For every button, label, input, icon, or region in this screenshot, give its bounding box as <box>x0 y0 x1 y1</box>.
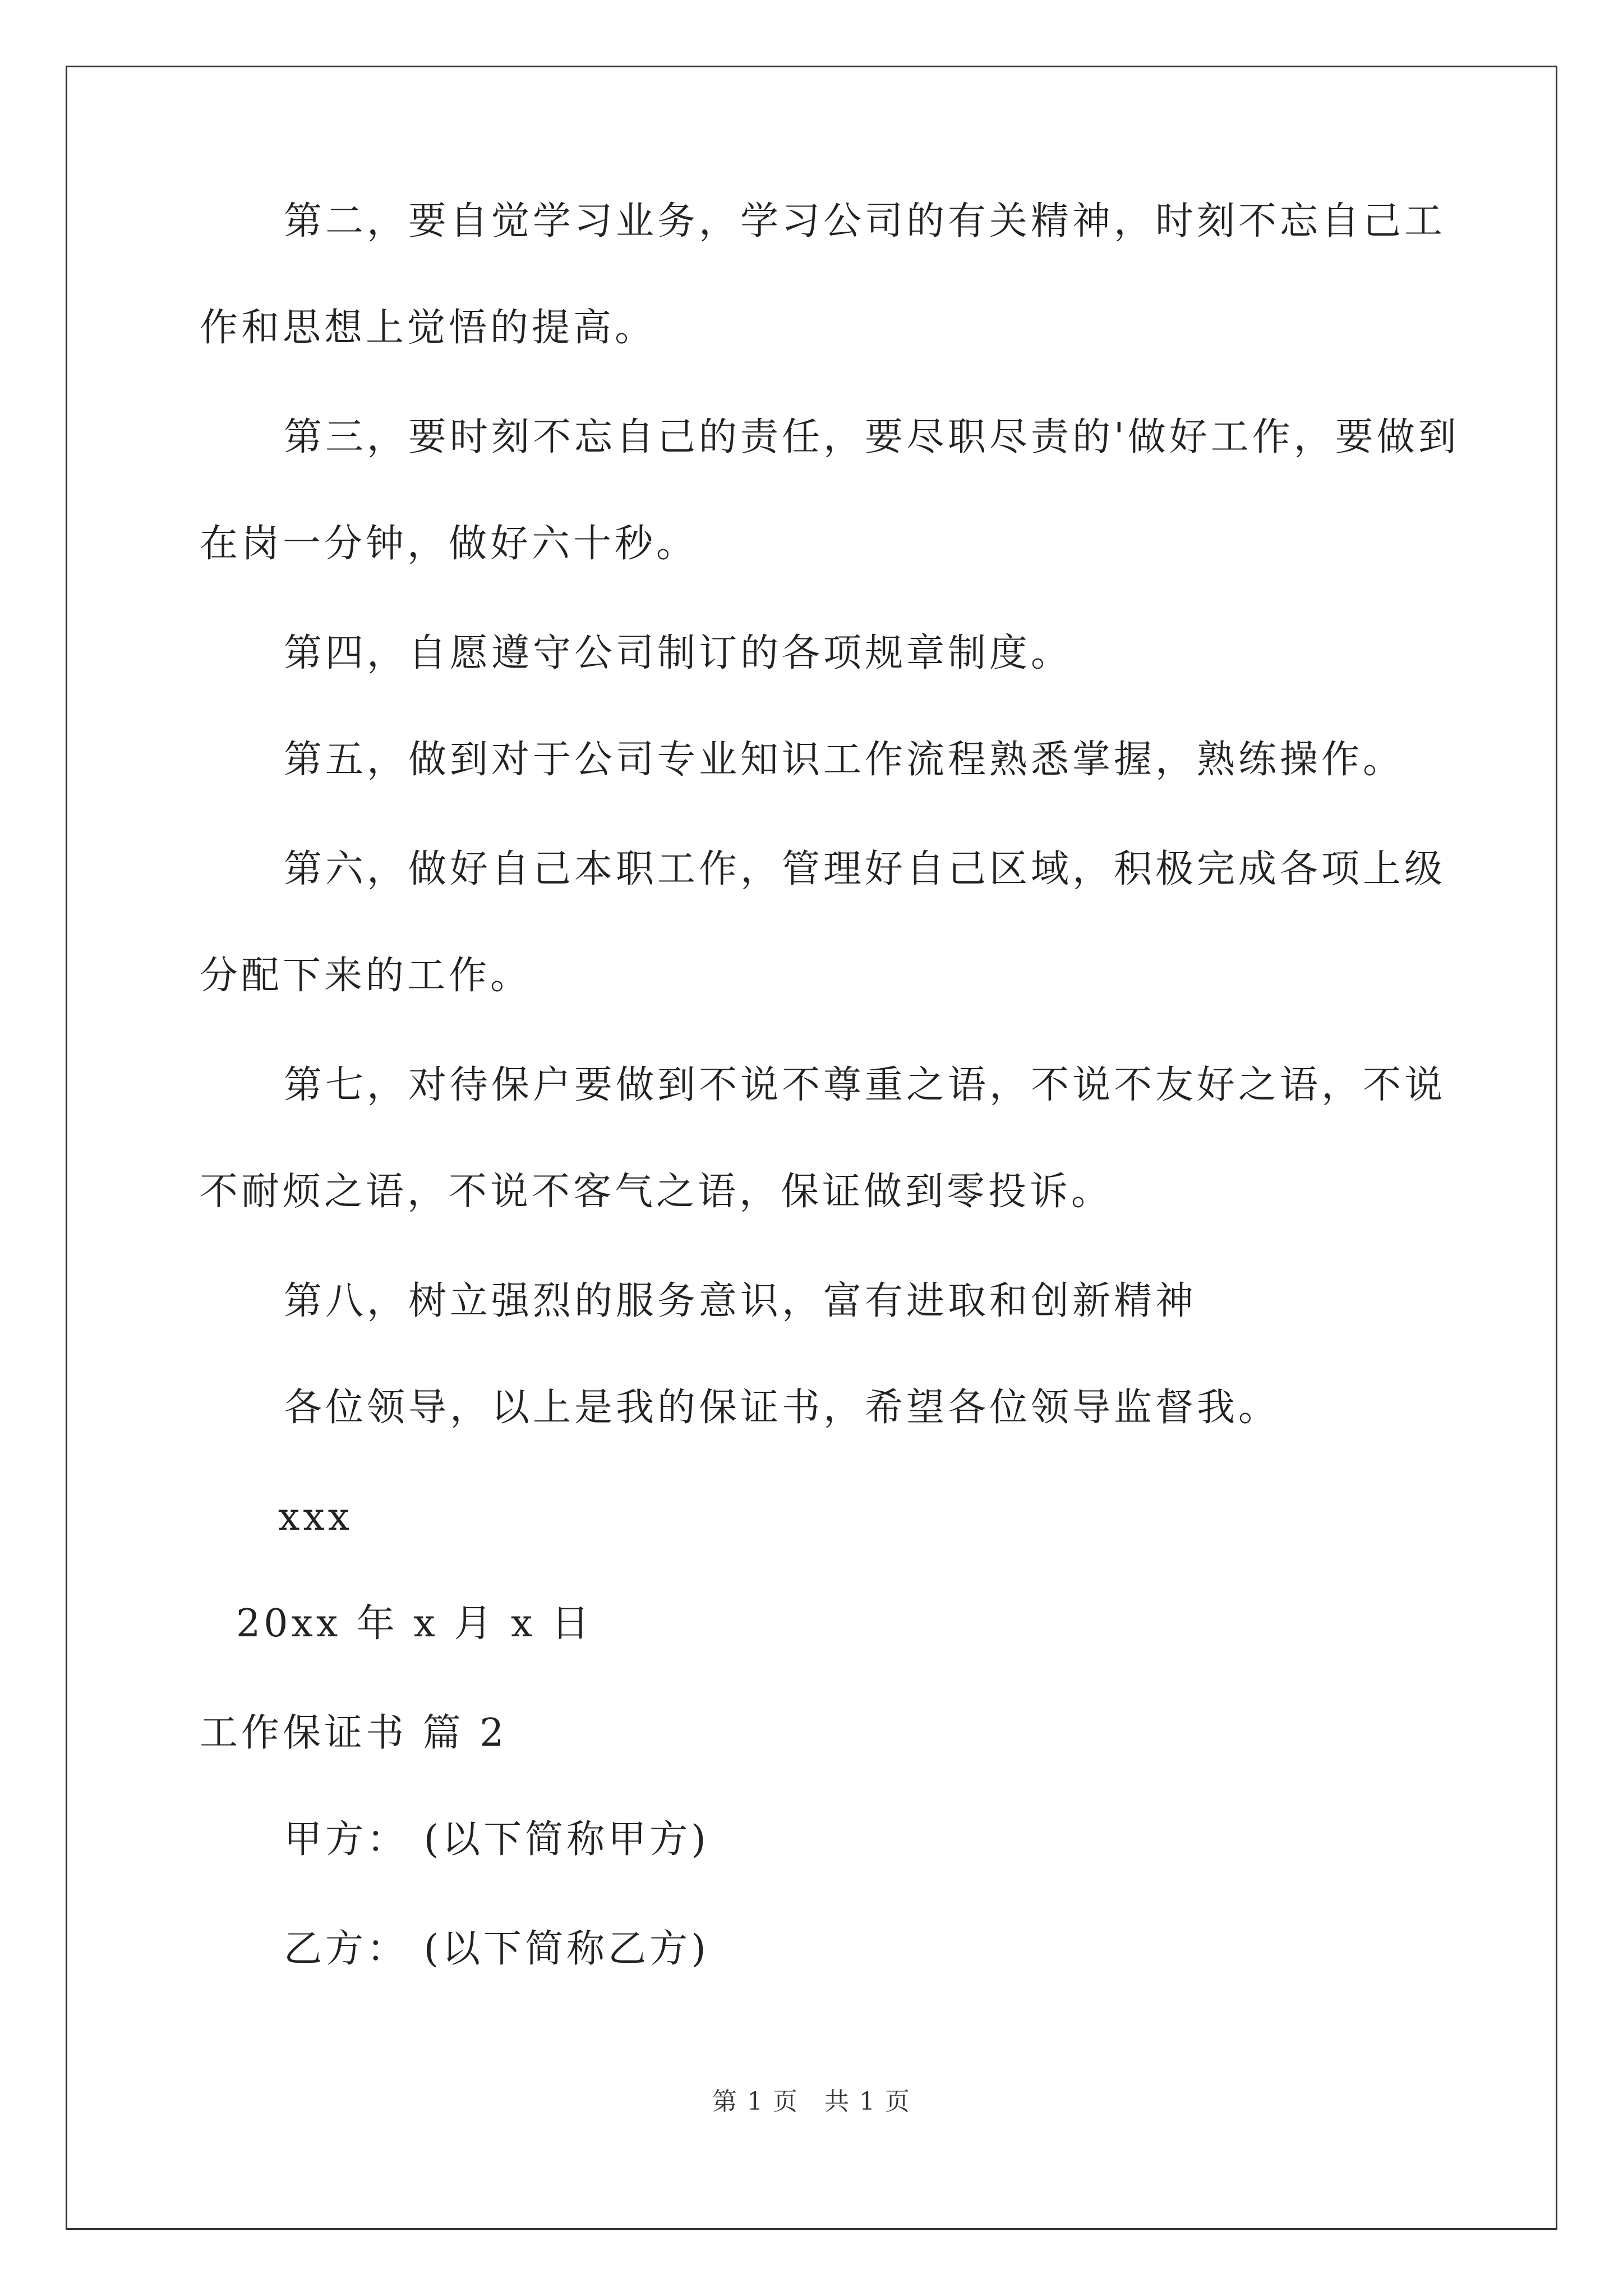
paragraph-8: 第八，树立强烈的服务意识，富有进取和创新精神 <box>284 1279 1197 1323</box>
paragraph-2-line-2: 作和思想上觉悟的提高。 <box>200 306 657 350</box>
signature: xxx <box>278 1495 353 1539</box>
paragraph-4: 第四，自愿遵守公司制订的各项规章制度。 <box>284 631 1073 675</box>
paragraph-6-line-2: 分配下来的工作。 <box>200 954 532 998</box>
paragraph-6-line-1: 第六，做好自己本职工作，管理好自己区域，积极完成各项上级 <box>284 847 1446 891</box>
paragraph-2-line-1: 第二，要自觉学习业务，学习公司的有关精神，时刻不忘自己工 <box>284 199 1446 243</box>
closing-statement: 各位领导，以上是我的保证书，希望各位领导监督我。 <box>284 1386 1280 1430</box>
page-border <box>66 66 1557 2230</box>
date: 20xx 年 x 月 x 日 <box>236 1602 593 1646</box>
paragraph-3-line-2: 在岗一分钟，做好六十秒。 <box>200 522 698 566</box>
page-footer: 第 1 页 共 1 页 <box>712 2087 911 2116</box>
paragraph-7-line-2: 不耐烦之语，不说不客气之语，保证做到零投诉。 <box>200 1170 1113 1214</box>
paragraph-3-line-1: 第三，要时刻不忘自己的责任，要尽职尽责的'做好工作，要做到 <box>284 415 1460 459</box>
party-a: 甲方： (以下简称甲方) <box>284 1818 709 1862</box>
paragraph-7-line-1: 第七，对待保户要做到不说不尊重之语，不说不友好之语，不说 <box>284 1063 1446 1107</box>
party-b: 乙方： (以下简称乙方) <box>284 1927 709 1971</box>
section-heading: 工作保证书 篇 2 <box>200 1711 508 1755</box>
paragraph-5: 第五，做到对于公司专业知识工作流程熟悉掌握，熟练操作。 <box>284 738 1405 782</box>
